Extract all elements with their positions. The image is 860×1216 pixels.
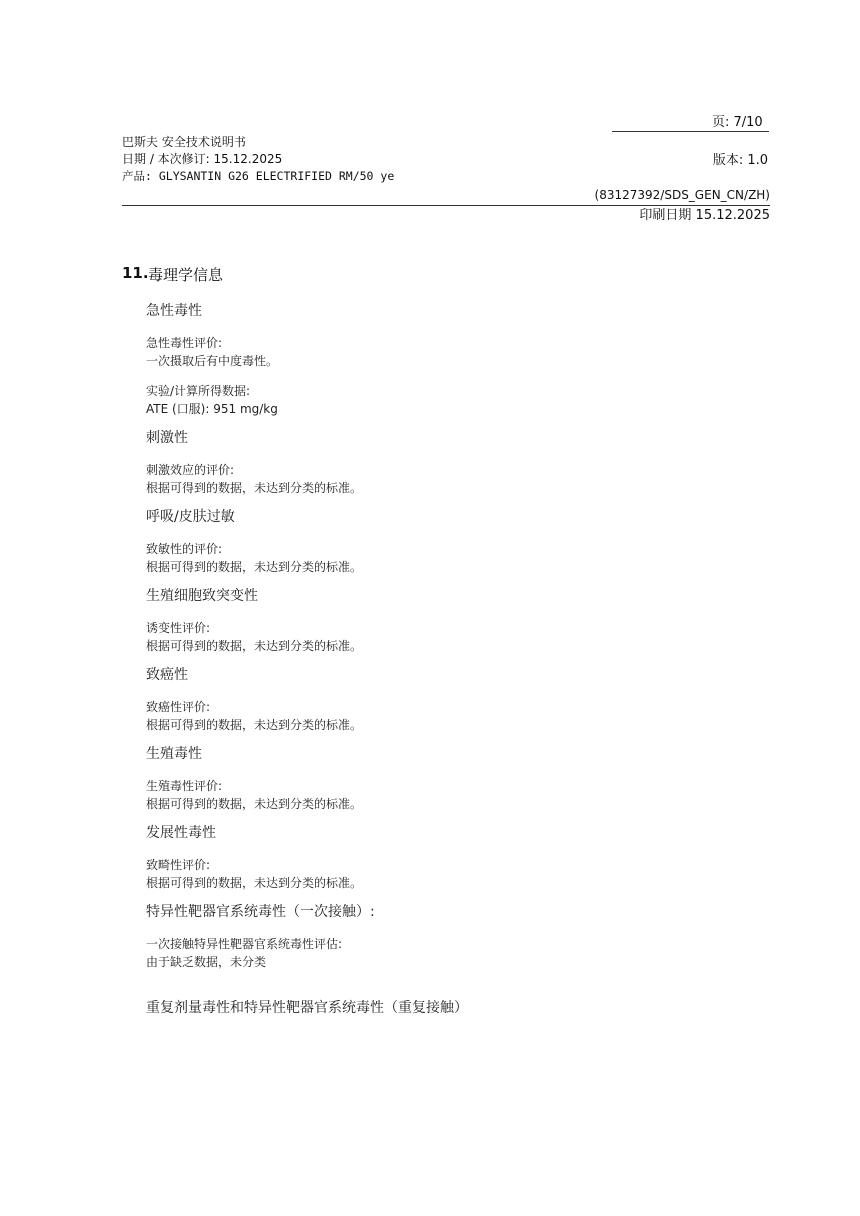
product-name: 产品: GLYSANTIN G26 ELECTRIFIED RM/50 ye bbox=[122, 169, 395, 183]
page-number-underline bbox=[612, 131, 769, 132]
subsection-heading: 呼吸/皮肤过敏 bbox=[146, 509, 235, 525]
subsection-heading: 刺激性 bbox=[146, 430, 188, 446]
field-label: 急性毒性评价: bbox=[146, 336, 223, 350]
field-value: 根据可得到的数据，未达到分类的标准。 bbox=[146, 481, 363, 495]
subsection-heading: 急性毒性 bbox=[146, 303, 202, 319]
version: 版本: 1.0 bbox=[712, 153, 768, 168]
field-value: ATE (口服): 951 mg/kg bbox=[146, 402, 278, 416]
subsection-heading: 致癌性 bbox=[146, 667, 188, 683]
revision-date: 日期 / 本次修订: 15.12.2025 bbox=[122, 152, 283, 166]
print-date: 印刷日期 15.12.2025 bbox=[639, 208, 770, 223]
field-value: 根据可得到的数据，未达到分类的标准。 bbox=[146, 718, 363, 732]
subsection-heading: 重复剂量毒性和特异性靶器官系统毒性（重复接触） bbox=[146, 1000, 468, 1016]
section-number: 11. bbox=[122, 264, 149, 282]
document-title: 巴斯夫 安全技术说明书 bbox=[122, 135, 246, 149]
field-value: 根据可得到的数据，未达到分类的标准。 bbox=[146, 560, 363, 574]
field-value: 根据可得到的数据，未达到分类的标准。 bbox=[146, 876, 363, 890]
field-value: 由于缺乏数据，未分类 bbox=[146, 955, 267, 969]
field-value: 一次摄取后有中度毒性。 bbox=[146, 354, 279, 368]
field-value: 根据可得到的数据，未达到分类的标准。 bbox=[146, 797, 363, 811]
field-label: 致癌性评价: bbox=[146, 700, 211, 714]
subsection-heading: 生殖细胞致突变性 bbox=[146, 588, 258, 604]
field-label: 刺激效应的评价: bbox=[146, 463, 235, 477]
section-title: 毒理学信息 bbox=[148, 266, 224, 284]
subsection-heading: 特异性靶器官系统毒性（一次接触）: bbox=[146, 904, 375, 920]
field-label: 一次接触特异性靶器官系统毒性评估: bbox=[146, 937, 343, 951]
field-label: 致畸性评价: bbox=[146, 858, 211, 872]
document-id: (83127392/SDS_GEN_CN/ZH) bbox=[594, 188, 770, 202]
field-label: 诱变性评价: bbox=[146, 621, 211, 635]
section-content bbox=[146, 300, 746, 1019]
subsection-heading: 生殖毒性 bbox=[146, 746, 202, 762]
subsection-heading: 发展性毒性 bbox=[146, 825, 216, 841]
field-label: 实验/计算所得数据: bbox=[146, 384, 251, 398]
field-label: 致敏性的评价: bbox=[146, 542, 223, 556]
field-value: 根据可得到的数据，未达到分类的标准。 bbox=[146, 639, 363, 653]
field-label: 生殖毒性评价: bbox=[146, 779, 223, 793]
header-divider bbox=[122, 205, 770, 206]
page-number: 页: 7/10 bbox=[712, 115, 763, 130]
